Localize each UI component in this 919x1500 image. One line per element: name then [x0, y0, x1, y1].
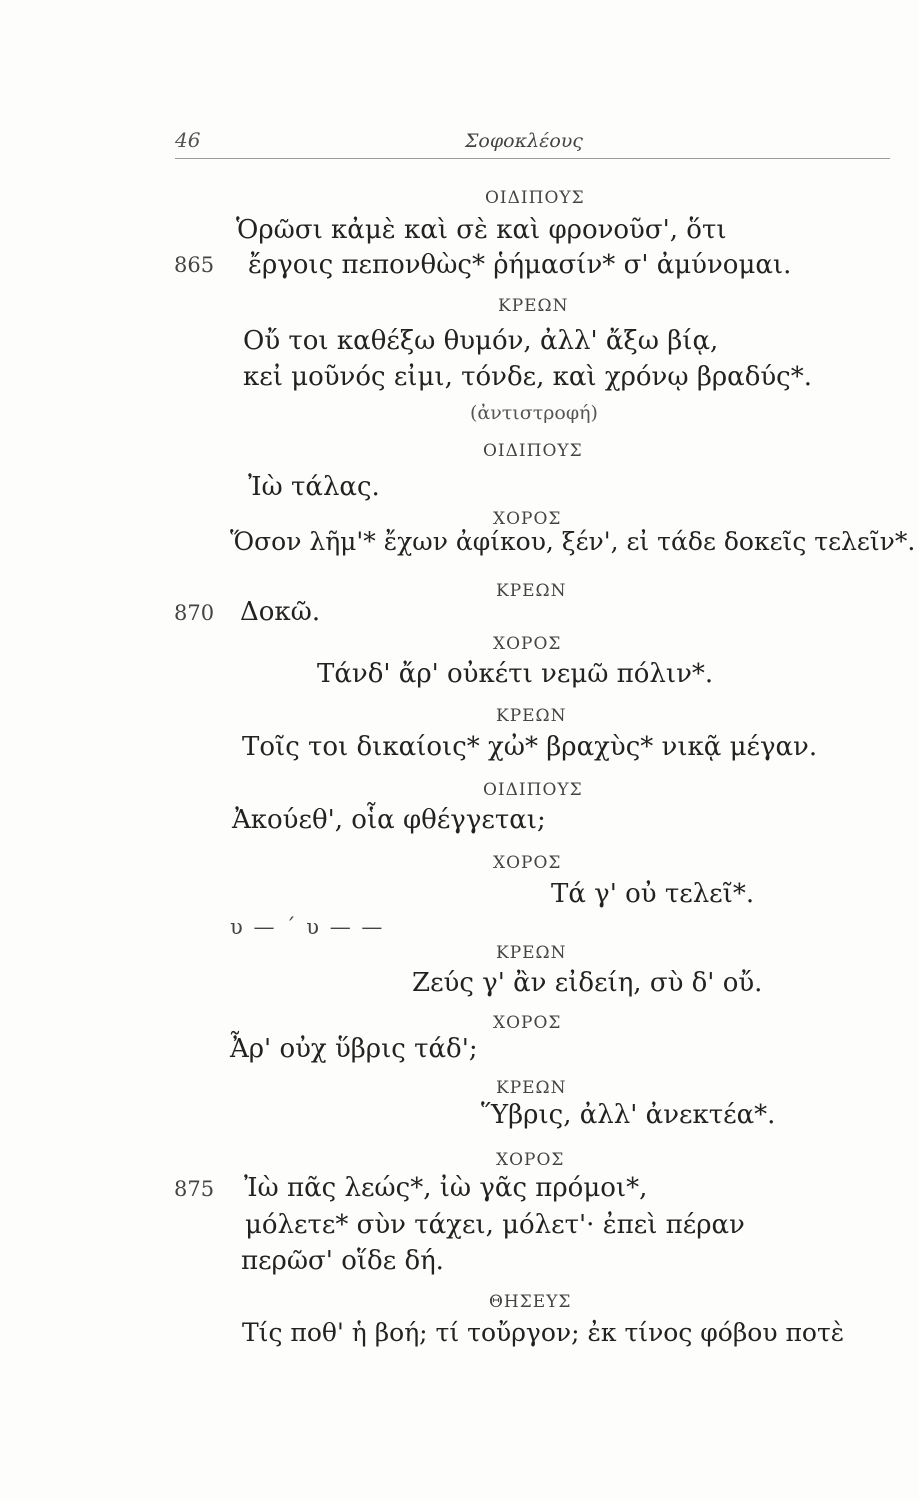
verse-line: Ὁρῶσι κἀμὲ καὶ σὲ καὶ φρονοῦσ', ὅτι — [236, 215, 727, 245]
speaker-name: ΟΙΔΙΠΟΥΣ — [483, 780, 583, 800]
line-number: 875 — [174, 1177, 215, 1201]
verse-line: Ἰὼ πᾶς λεώς*, ἰὼ γᾶς πρόμοι*, — [244, 1173, 648, 1203]
speaker-name: ΚΡΕΩΝ — [496, 581, 567, 601]
speaker-name: ΘΗΣΕΥΣ — [489, 1292, 572, 1312]
line-number: 870 — [174, 601, 215, 625]
verse-line: περῶσ' οἵδε δή. — [241, 1246, 444, 1276]
stage-direction: (ἀντιστροφή) — [470, 402, 598, 424]
speaker-name: ΧΟΡΟΣ — [493, 509, 562, 529]
verse-line: Ἰὼ τάλας. — [248, 472, 380, 502]
speaker-name: ΟΙΔΙΠΟΥΣ — [483, 441, 583, 461]
verse-line: Ἀκούεθ', οἷα φθέγγεται; — [232, 805, 546, 835]
verse-line: Τάνδ' ἄρ' οὐκέτι νεμῶ πόλιν*. — [317, 659, 714, 689]
page-number: 46 — [175, 128, 201, 152]
metrical-notation: υ — ´ υ — — — [230, 915, 385, 939]
verse-line: Τά γ' οὐ τελεῖ*. — [551, 879, 755, 909]
verse-line: κεἰ μοῦνός εἰμι, τόνδε, καὶ χρόνῳ βραδύς*. — [243, 362, 812, 392]
speaker-name: ΚΡΕΩΝ — [496, 943, 567, 963]
verse-line: Δοκῶ. — [240, 597, 321, 627]
verse-line: Τοῖς τοι δικαίοις* χὠ* βραχὺς* νικᾷ μέγαν. — [242, 732, 818, 762]
speaker-name: ΧΟΡΟΣ — [493, 1013, 562, 1033]
speaker-name: ΧΟΡΟΣ — [493, 853, 562, 873]
speaker-name: ΚΡΕΩΝ — [496, 706, 567, 726]
speaker-name: ΧΟΡΟΣ — [493, 634, 562, 654]
verse-line: Ὕβρις, ἀλλ' ἀνεκτέα*. — [481, 1100, 776, 1130]
verse-line: Ὅσον λῆμ'* ἔχων ἀφίκου, ξέν', εἰ τάδε δοκεῖς τελεῖν*. — [230, 527, 916, 556]
verse-line: μόλετε* σὺν τάχει, μόλετ'· ἐπεὶ πέραν — [245, 1210, 745, 1240]
speaker-name: ΚΡΕΩΝ — [498, 296, 569, 316]
speaker-name: ΟΙΔΙΠΟΥΣ — [485, 188, 585, 208]
verse-line: Τίς ποθ' ἡ βοή; τί τοὔργον; ἐκ τίνος φόβου ποτὲ — [242, 1318, 845, 1347]
speaker-name: ΧΟΡΟΣ — [496, 1150, 565, 1170]
running-title: Σοφοκλέους — [465, 130, 583, 152]
line-number: 865 — [174, 253, 215, 277]
verse-line: Ζεύς γ' ἂν εἰδείη, σὺ δ' οὔ. — [412, 968, 763, 998]
verse-line: ἔργοις πεπονθὼς* ῥήμασίν* σ' ἀμύνομαι. — [248, 250, 792, 280]
verse-line: Οὔ τοι καθέξω θυμόν, ἀλλ' ἄξω βίᾳ, — [243, 326, 719, 356]
verse-line: Ἆρ' οὐχ ὕβρις τάδ'; — [230, 1034, 478, 1064]
speaker-name: ΚΡΕΩΝ — [496, 1078, 567, 1098]
page-header — [175, 128, 890, 159]
